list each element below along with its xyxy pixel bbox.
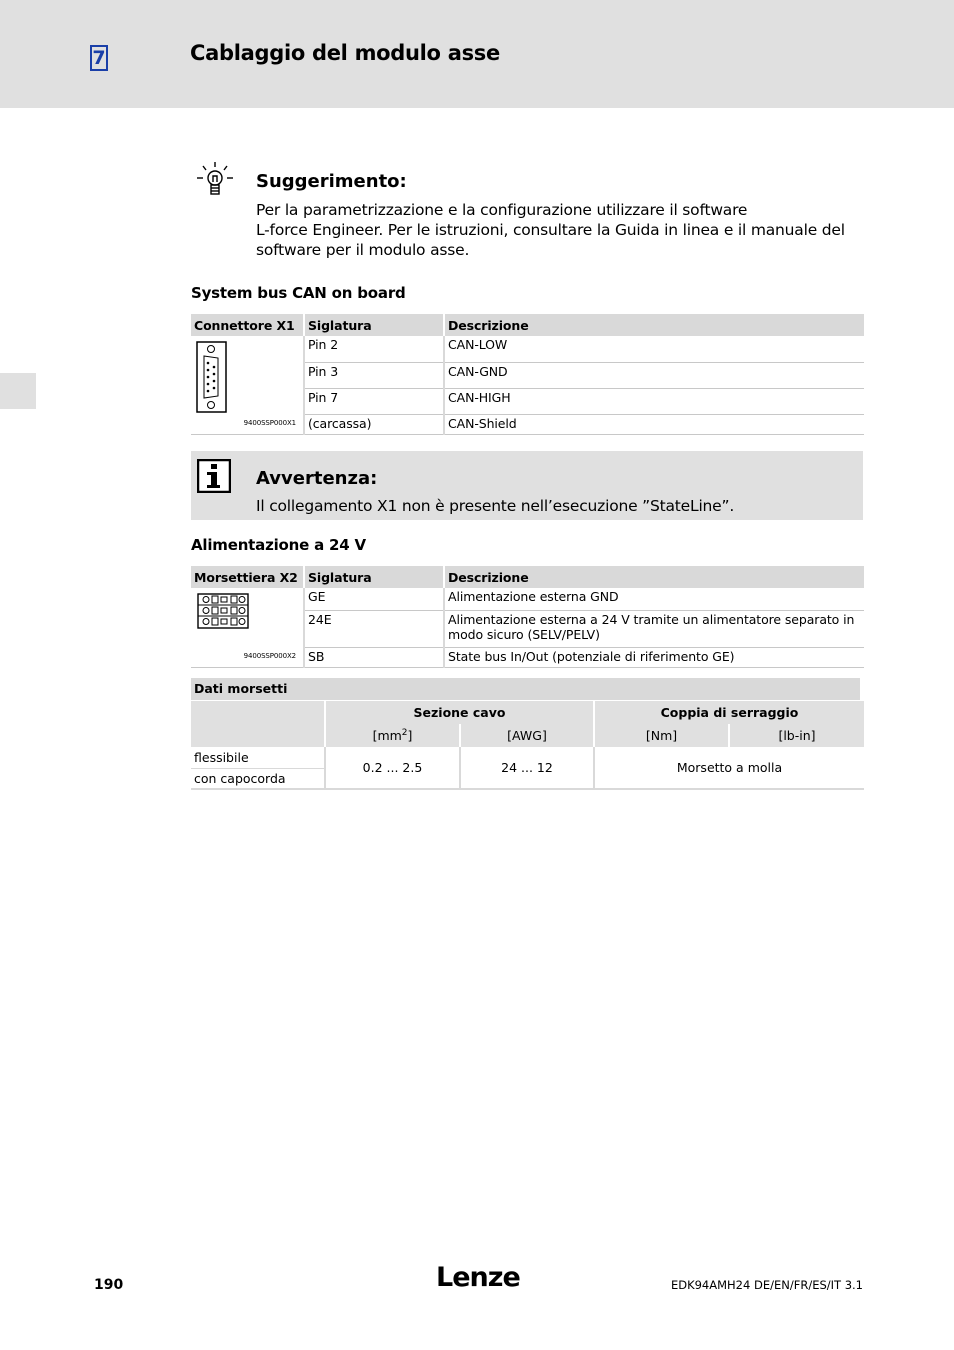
column-header: Descrizione — [444, 566, 864, 588]
cell-siglatura: SB — [304, 647, 444, 667]
column-header: Morsettiera X2 — [191, 566, 304, 588]
power-terminal-table — [191, 566, 864, 668]
cell-descrizione: CAN-HIGH — [444, 388, 864, 414]
cell-siglatura: Pin 2 — [304, 336, 444, 362]
column-header: Connettore X1 — [191, 314, 304, 336]
cell-siglatura: 24E — [304, 610, 444, 647]
unit-nm: [Nm] — [594, 724, 729, 747]
unit-awg: [AWG] — [460, 724, 594, 747]
page-title: Cablaggio del modulo asse — [190, 41, 500, 65]
cell-descrizione: CAN-GND — [444, 362, 864, 388]
tip-line: L-force Engineer. Per le istruzioni, consultare la Guida in linea e il manuale del — [256, 221, 845, 239]
cell-siglatura: (carcassa) — [304, 414, 444, 434]
row-label-capocorda: con capocorda — [191, 768, 325, 789]
sub-d-connector-icon — [196, 341, 228, 413]
cell-descrizione: State bus In/Out (potenziale di riferimento GE) — [444, 647, 864, 667]
cell-siglatura: GE — [304, 588, 444, 610]
value-torque: Morsetto a molla — [594, 747, 864, 789]
cell-descrizione: Alimentazione esterna a 24 V tramite un alimentatore separato in modo sicuro (SELV/PELV) — [444, 610, 864, 647]
image-caption: 9400SSP000X1 — [243, 418, 296, 427]
page-number: 190 — [94, 1277, 124, 1293]
terminal-x2-image-cell — [191, 588, 304, 667]
column-header: Siglatura — [304, 314, 444, 336]
column-header: Descrizione — [444, 314, 864, 336]
tip-line: Per la parametrizzazione e la configurazione utilizzare il software — [256, 201, 748, 219]
can-connector-table — [191, 314, 864, 435]
terminal-data-title: Dati morsetti — [191, 678, 860, 700]
unit-lbin: [lb-in] — [729, 724, 864, 747]
cell-descrizione: CAN-Shield — [444, 414, 864, 434]
cell-descrizione: Alimentazione esterna GND — [444, 588, 864, 610]
row-label-flessibile: flessibile — [191, 747, 325, 768]
terminal-block-icon — [197, 593, 249, 629]
chapter-number: 7 — [90, 45, 108, 71]
can-section-heading: System bus CAN on board — [191, 284, 406, 302]
lightbulb-icon — [196, 160, 236, 200]
tip-text — [256, 200, 856, 260]
column-header: Siglatura — [304, 566, 444, 588]
document-reference: EDK94AMH24 DE/EN/FR/ES/IT 3.1 — [670, 1278, 863, 1292]
unit-mm2: $[mm^2]$ — [325, 724, 460, 747]
info-icon — [197, 459, 231, 493]
value-awg: 24 ... 12 — [460, 747, 594, 789]
cell-siglatura: Pin 3 — [304, 362, 444, 388]
tip-title: Suggerimento: — [256, 171, 407, 192]
lenze-logo: Lenze — [436, 1262, 520, 1293]
note-title: Avvertenza: — [256, 468, 378, 489]
side-tab-marker — [0, 373, 36, 409]
note-text: Il collegamento X1 non è presente nell’esecuzione ”StateLine”. — [256, 497, 735, 515]
cell-descrizione: CAN-LOW — [444, 336, 864, 362]
connector-x1-image-cell — [191, 336, 304, 434]
value-mm2: 0.2 ... 2.5 — [325, 747, 460, 789]
column-group-header: Coppia di serraggio — [594, 701, 864, 724]
power-section-heading: Alimentazione a 24 V — [191, 536, 366, 554]
empty-header-cell — [191, 701, 325, 747]
cell-siglatura: Pin 7 — [304, 388, 444, 414]
table-row — [191, 747, 864, 768]
terminal-data-table — [191, 701, 864, 790]
tip-line: software per il modulo asse. — [256, 241, 470, 259]
column-group-header: Sezione cavo — [325, 701, 594, 724]
image-caption: 9400SSP000X2 — [243, 651, 296, 660]
